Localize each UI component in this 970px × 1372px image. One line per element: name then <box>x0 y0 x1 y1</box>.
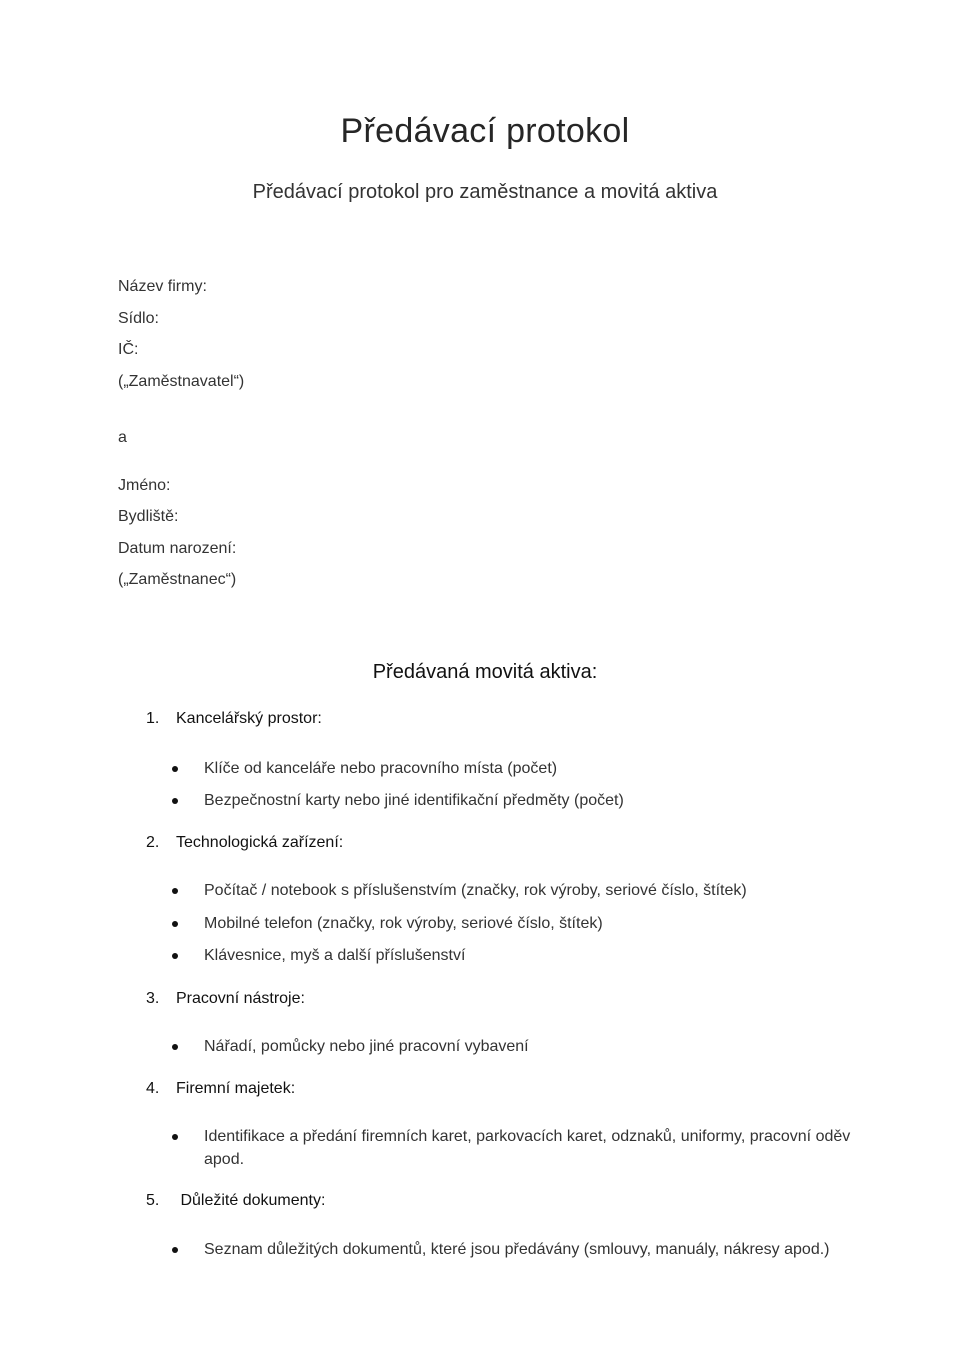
bullet-icon <box>172 1044 178 1050</box>
document-subtitle: Předávací protokol pro zaměstnance a movitá aktiva <box>252 181 718 203</box>
bullet-icon <box>172 953 178 959</box>
seat-field: Sídlo: <box>118 310 159 327</box>
list-item: Seznam důležitých dokumentů, které jsou předávány (smlouvy, manuály, nákresy apod.) <box>172 1238 852 1261</box>
birth-date-field: Datum narození: <box>118 540 237 557</box>
section-label: Pracovní nástroje: <box>176 990 305 1007</box>
section-firemni-majetek <box>146 1080 295 1098</box>
section-label: Důležité dokumenty: <box>176 1192 326 1209</box>
list-item: Identifikace a předání firemních karet, parkovacích karet, odznaků, uniformy, pracovní oděv apod. <box>172 1125 852 1171</box>
bullet-icon <box>172 1247 178 1253</box>
bullet-icon <box>172 766 178 772</box>
section-number: 2. <box>146 834 160 851</box>
bullet-icon <box>172 798 178 804</box>
list-item: Bezpečnostní karty nebo jiné identifikační předměty (počet) <box>172 789 852 812</box>
section-technologicka-zarizeni <box>146 834 343 852</box>
list-item: Počítač / notebook s příslušenstvím (značky, rok výroby, seriové číslo, štítek) <box>172 879 852 902</box>
connector-text: a <box>118 429 127 446</box>
section-number: 5. <box>146 1192 160 1209</box>
bullet-icon <box>172 888 178 894</box>
ico-field: IČ: <box>118 341 139 358</box>
list-item: Klávesnice, myš a další příslušenství <box>172 944 852 967</box>
list-item: Klíče od kanceláře nebo pracovního místa (počet) <box>172 757 852 780</box>
document-title: Předávací protokol <box>340 112 630 150</box>
list-item: Mobilné telefon (značky, rok výroby, seriové číslo, štítek) <box>172 912 852 935</box>
residence-field: Bydliště: <box>118 508 179 525</box>
company-name-field: Název firmy: <box>118 278 207 295</box>
section-label: Kancelářský prostor: <box>176 710 322 727</box>
bullet-icon <box>172 1134 178 1140</box>
list-item: Nářadí, pomůcky nebo jiné pracovní vybavení <box>172 1035 852 1058</box>
employee-name-field: Jméno: <box>118 477 171 494</box>
employee-role: („Zaměstnanec“) <box>118 571 237 588</box>
employer-role: („Zaměstnavatel“) <box>118 373 245 390</box>
bullet-icon <box>172 921 178 927</box>
section-label: Firemní majetek: <box>176 1080 296 1097</box>
section-number: 1. <box>146 710 160 727</box>
section-pracovni-nastroje <box>146 990 305 1008</box>
section-number: 4. <box>146 1080 160 1097</box>
section-dulezite-dokumenty <box>146 1192 325 1210</box>
section-label: Technologická zařízení: <box>176 834 344 851</box>
assets-heading: Předávaná movitá aktiva: <box>372 661 598 683</box>
section-kancelarsky-prostor <box>146 710 322 728</box>
section-number: 3. <box>146 990 160 1007</box>
